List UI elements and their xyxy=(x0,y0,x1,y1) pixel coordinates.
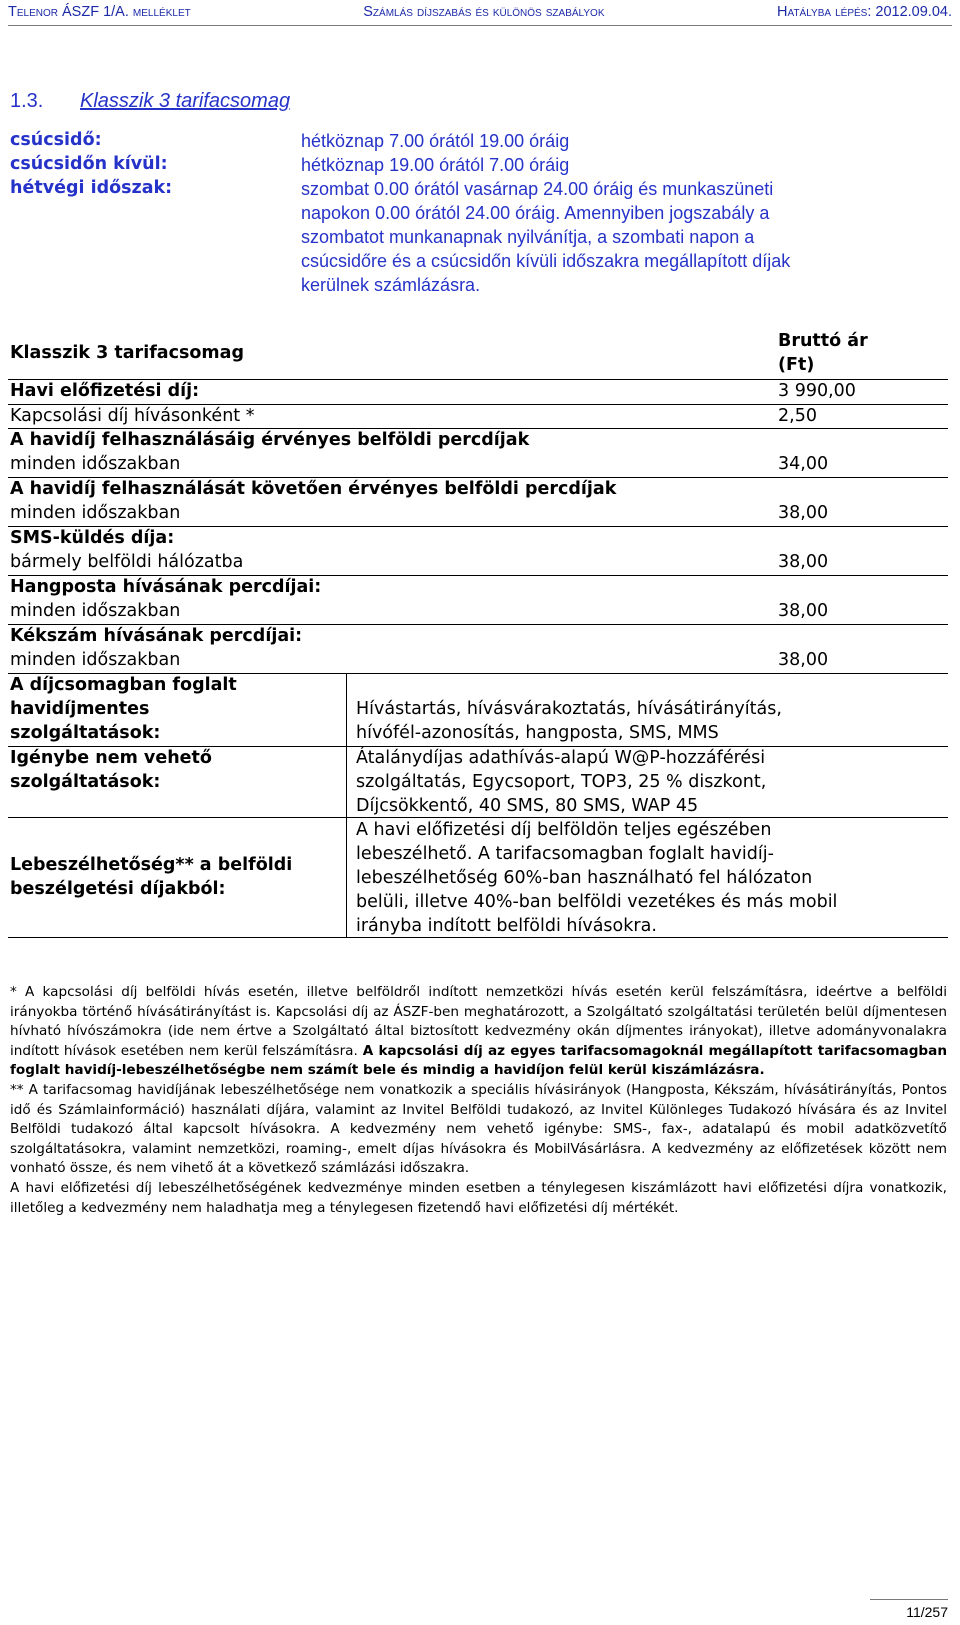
tariff-title: Klasszik 3 tarifacsomag xyxy=(10,343,244,363)
included-services-label: havidíjmentes xyxy=(10,699,150,719)
connection-fee-label: Kapcsolási díj hívásonként * xyxy=(10,406,255,426)
rate-row-title: A havidíj felhasználásáig érvényes belföldi percdíjak xyxy=(10,430,530,450)
talktime-value: A havi előfizetési díj belföldön teljes egészében xyxy=(356,820,772,840)
unavailable-services-label: szolgáltatások: xyxy=(10,772,161,792)
header-right: Hatályba lépés: 2012.09.04. xyxy=(777,4,952,20)
weekend-line: napokon 0.00 órától 24.00 óráig. Amennyiben jogszabály a xyxy=(301,203,770,223)
price-header: Bruttó ár xyxy=(778,331,868,351)
monthly-fee-value: 3 990,00 xyxy=(778,381,856,401)
weekend-line: csúcsidőre és a csúcsidőn kívüli időszakra megállapított díjak xyxy=(301,251,791,271)
included-services-value: hívófél-azonosítás, hangposta, SMS, MMS xyxy=(356,723,719,743)
peak-value: hétköznap 7.00 órától 19.00 óráig xyxy=(301,131,570,151)
peak-label: csúcsidő: xyxy=(10,130,102,150)
rate-row-value: 38,00 xyxy=(778,552,829,572)
header-left: Telenor ÁSZF 1/A. melléklet xyxy=(8,4,191,20)
rate-row-sub: minden időszakban xyxy=(10,503,181,523)
rate-row-title: A havidíj felhasználását követően érvényes belföldi percdíjak xyxy=(10,479,617,499)
weekend-line: szombatot munkanapnak nyilvánítja, a szombati napon a xyxy=(301,227,755,247)
footnotes xyxy=(10,983,947,1218)
page-number: 11/257 xyxy=(870,1599,948,1621)
footnote-final: A havi előfizetési díj lebeszélhetőségének kedvezménye minden esetben a ténylegesen kiszámlázott havi előfizetési díjra vonatkozik, illetőleg a kedvezmény nem haladhatja meg a ténylegesen fizetendő havi előfizetési díj mértékét. xyxy=(10,1179,947,1216)
footnote-star-bold: A kapcsolási díj az egyes tarifacsomagoknál megállapított tarifacsomagban foglalt havidíj-lebeszélhetőségbe nem számít bele és mindig a havidíjon felül kerül kiszámlázásra. xyxy=(10,1042,948,1079)
header-center: Számlás díjszabás és különös szabályok xyxy=(363,4,605,20)
rate-row-sub: minden időszakban xyxy=(10,601,181,621)
weekend-label: hétvégi időszak: xyxy=(10,178,173,198)
included-services-label: A díjcsomagban foglalt xyxy=(10,675,237,695)
section-title: Klasszik 3 tarifacsomag xyxy=(80,90,291,112)
rate-row-sub: bármely belföldi hálózatba xyxy=(10,552,244,572)
connection-fee-value: 2,50 xyxy=(778,406,817,426)
unavailable-services-value: Díjcsökkentő, 40 SMS, 80 SMS, WAP 45 xyxy=(356,796,699,816)
talktime-label: beszélgetési díjakból: xyxy=(10,879,226,899)
monthly-fee-label: Havi előfizetési díj: xyxy=(10,381,200,401)
price-header-unit: (Ft) xyxy=(778,355,815,375)
talktime-value: lebeszélhető. A tarifacsomagban foglalt havidíj- xyxy=(356,844,774,864)
rate-row-title: Kékszám hívásának percdíjai: xyxy=(10,626,303,646)
table-column-rule xyxy=(346,673,347,937)
weekend-line: kerülnek számlázásra. xyxy=(301,275,481,295)
talktime-value: irányba indított belföldi hívásokra. xyxy=(356,916,657,936)
rate-row-sub: minden időszakban xyxy=(10,454,181,474)
page-header xyxy=(8,4,952,26)
rate-row-value: 38,00 xyxy=(778,650,829,670)
included-services-label: szolgáltatások: xyxy=(10,723,161,743)
section-heading xyxy=(10,90,290,113)
footnote-star-text: * A kapcsolási díj belföldi hívás esetén, illetve belföldről indított nemzetközi hívás esetén kerül felszámításra, ideértve a belföldi irányokba történő hívásátirányítást is. Kapcsolási díj az ÁSZF-ben meghatározott, a Szolgáltató szolgáltatási területén belül díjmentesen hívható hívószámokra (ide nem értve a Szolgáltató által biztosított kedvezmény okán díjmentes irányokat), illetve adományvonalakra indított hívások esetében nem kerül felszámításra. xyxy=(10,984,947,1059)
offpeak-value: hétköznap 19.00 órától 7.00 óráig xyxy=(301,155,570,175)
rate-row-value: 38,00 xyxy=(778,503,829,523)
included-services-value: Hívástartás, hívásvárakoztatás, hívásátirányítás, xyxy=(356,699,782,719)
rate-row-sub: minden időszakban xyxy=(10,650,181,670)
talktime-value: lebeszélhetőség 60%-ban használható fel hálózaton xyxy=(356,868,813,888)
section-number: 1.3. xyxy=(10,90,44,112)
rate-row-value: 38,00 xyxy=(778,601,829,621)
talktime-value: belüli, illetve 40%-ban belföldi vezetékes és más mobil xyxy=(356,892,838,912)
rate-row-value: 34,00 xyxy=(778,454,829,474)
tariff-table xyxy=(8,331,948,963)
unavailable-services-value: szolgáltatás, Egycsoport, TOP3, 25 % diszkont, xyxy=(356,772,767,792)
unavailable-services-label: Igénybe nem vehető xyxy=(10,748,212,768)
rate-row-title: Hangposta hívásának percdíjai: xyxy=(10,577,322,597)
rate-row-title: SMS-küldés díja: xyxy=(10,528,175,548)
talktime-label: Lebeszélhetőség** a belföldi xyxy=(10,855,293,875)
weekend-line: szombat 0.00 órától vasárnap 24.00 óráig és munkaszüneti xyxy=(301,179,774,199)
footnote-doublestar: ** A tarifacsomag havidíjának lebeszélhetősége nem vonatkozik a speciális hívásirányok (Hangposta, Kékszám, hívásátirányítás, Pontos idő és Számlainformáció) használati díjára, valamint az Invitel Belföldi tudakozó, az Invitel Különleges Tudakozó hívására és az Invitel Belföldi tudakozó által kapcsolt hívásokra. A kedvezmény nem vehető igénybe: SMS-, fax-, adatalapú és mobil adatközvetítő szolgáltatásokra, valamint nemzetközi, roaming-, emelt díjas hívásokra és MobilVásárlásra. A kedvezmény az előfizetések között nem vonható össze, és nem vihető át a következő számlázási időszakra. xyxy=(10,1081,947,1177)
unavailable-services-value: Átalánydíjas adathívás-alapú W@P-hozzáférési xyxy=(356,748,766,768)
footnote-star xyxy=(10,983,947,1081)
offpeak-label: csúcsidőn kívül: xyxy=(10,154,168,174)
